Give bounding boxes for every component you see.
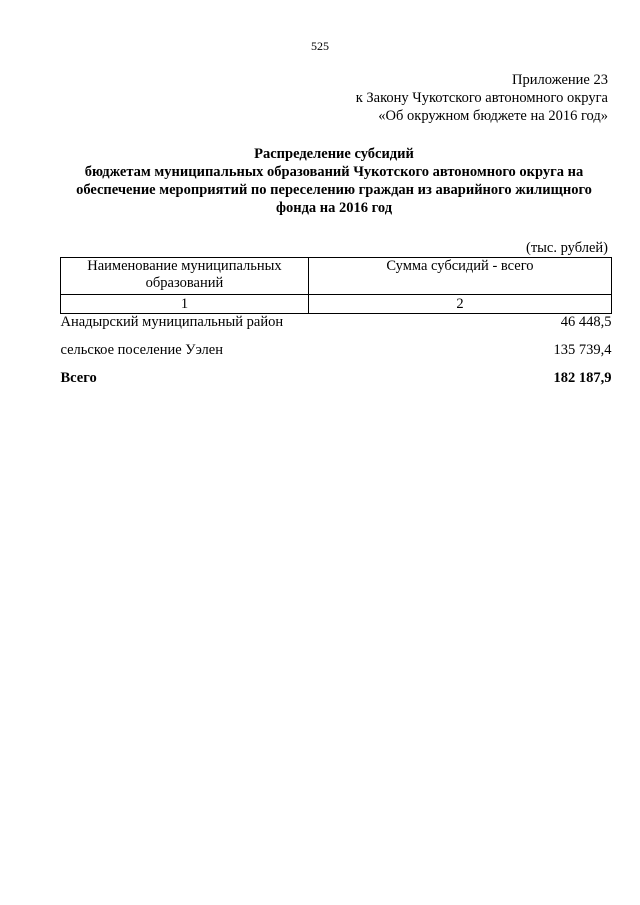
total-label: Всего — [60, 370, 97, 386]
row-amount: 46 448,5 — [560, 314, 612, 330]
appendix-reference — [356, 71, 608, 125]
title-line-2: бюджетам муниципальных образований Чукотского автономного округа на — [84, 164, 584, 180]
header-subsidy-total: Сумма субсидий - всего — [308, 258, 611, 295]
table-row — [61, 314, 612, 343]
row-name: Анадырский муниципальный район — [60, 314, 284, 330]
total-amount: 182 187,9 — [553, 370, 612, 386]
row-amount: 135 739,4 — [553, 342, 612, 358]
title-line-1: Распределение субсидий — [254, 146, 414, 162]
header-municipality — [61, 258, 309, 295]
document-title — [58, 145, 610, 217]
row-name: сельское поселение Уэлен — [60, 342, 223, 358]
table-row — [61, 342, 612, 370]
column-number-2: 2 — [308, 295, 611, 314]
total-row — [61, 370, 612, 398]
appendix-line-1: Приложение 23 — [512, 72, 608, 88]
table-header-row — [61, 258, 612, 295]
header-municipality-line-1: Наименование муниципальных — [87, 258, 282, 274]
units-label: (тыс. рублей) — [526, 240, 608, 256]
subsidies-table — [60, 257, 612, 398]
title-line-4: фонда на 2016 год — [275, 200, 393, 216]
appendix-line-2: к Закону Чукотского автономного округа — [355, 90, 608, 106]
page-number: 525 — [311, 39, 329, 53]
column-number-1: 1 — [61, 295, 309, 314]
header-municipality-line-2: образований — [145, 275, 224, 291]
title-line-3: обеспечение мероприятий по переселению граждан из аварийного жилищного — [76, 182, 592, 198]
appendix-line-3: «Об окружном бюджете на 2016 год» — [378, 108, 608, 124]
column-number-row — [61, 295, 612, 314]
